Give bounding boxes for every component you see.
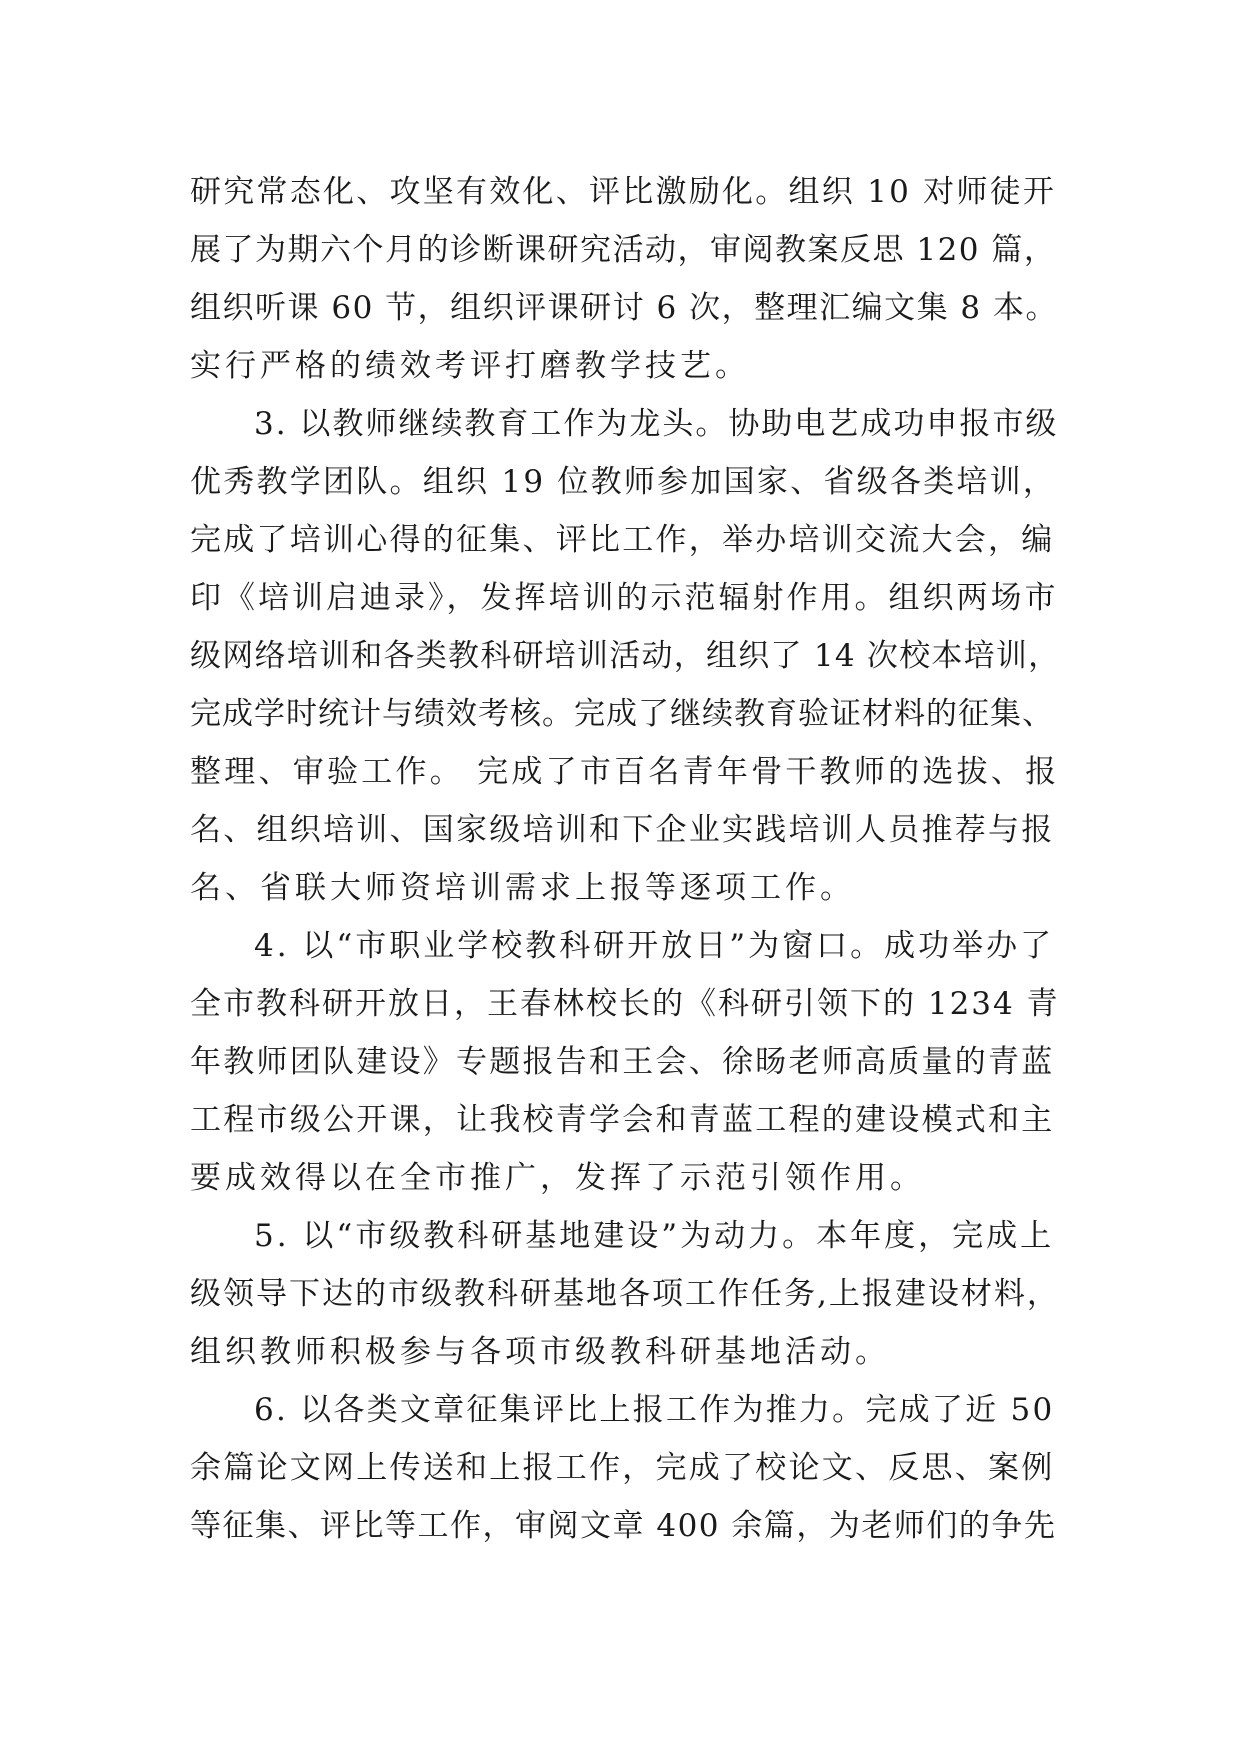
text-line: 印《培训启迪录》，发挥培训的示范辐射作用。组织两场市	[190, 580, 1059, 616]
text-line: 优秀教学团队。组织 19 位教师参加国家、省级各类培训，	[190, 464, 1057, 500]
body-text	[190, 163, 1060, 1555]
text-line: 展了为期六个月的诊断课研究活动，审阅教案反思 120 篇，	[190, 232, 1057, 268]
text-line: 组织听课 60 节，组织评课研讨 6 次，整理汇编文集 8 本。	[190, 290, 1059, 326]
text-line: 全市教科研开放日，王春林校长的《科研引领下的 1234 青	[190, 986, 1060, 1022]
text-line: 要成效得以在全市推广，发挥了示范引领作用。	[190, 1160, 925, 1196]
paragraph-5-heading-line: 5. 以“市级教科研基地建设”为动力。本年度，完成上	[254, 1218, 1055, 1254]
text-line: 级网络培训和各类教科研培训活动，组织了 14 次校本培训，	[190, 638, 1061, 674]
text-line: 组织教师积极参与各项市级教科研基地活动。	[190, 1334, 890, 1370]
text-line: 实行严格的绩效考评打磨教学技艺。	[190, 348, 750, 384]
paragraph-4-heading-line: 4. 以“市职业学校教科研开放日”为窗口。成功举办了	[254, 928, 1055, 964]
text-line: 研究常态化、攻坚有效化、评比激励化。组织 10 对师徒开	[190, 174, 1057, 210]
text-line: 级领导下达的市级教科研基地各项工作任务,上报建设材料，	[190, 1276, 1060, 1312]
text-line: 名、省联大师资培训需求上报等逐项工作。	[190, 870, 855, 906]
text-line: 完成了培训心得的征集、评比工作，举办培训交流大会，编	[190, 522, 1055, 558]
text-line: 工程市级公开课，让我校青学会和青蓝工程的建设模式和主	[190, 1102, 1055, 1138]
text-line: 年教师团队建设》专题报告和王会、徐旸老师高质量的青蓝	[190, 1044, 1055, 1080]
text-line: 等征集、评比等工作，审阅文章 400 余篇，为老师们的争先	[190, 1508, 1057, 1544]
paragraph-3-heading-line: 3. 以教师继续教育工作为龙头。协助电艺成功申报市级	[254, 406, 1059, 442]
paragraph-6-heading-line: 6. 以各类文章征集评比上报工作为推力。完成了近 50	[254, 1392, 1055, 1428]
text-line: 完成学时统计与绩效考核。完成了继续教育验证材料的征集、	[190, 696, 1054, 732]
text-line: 名、组织培训、国家级培训和下企业实践培训人员推荐与报	[190, 812, 1055, 848]
text-line: 整理、审验工作。 完成了市百名青年骨干教师的选拔、报	[190, 754, 1060, 790]
text-line: 余篇论文网上传送和上报工作，完成了校论文、反思、案例	[190, 1450, 1055, 1486]
